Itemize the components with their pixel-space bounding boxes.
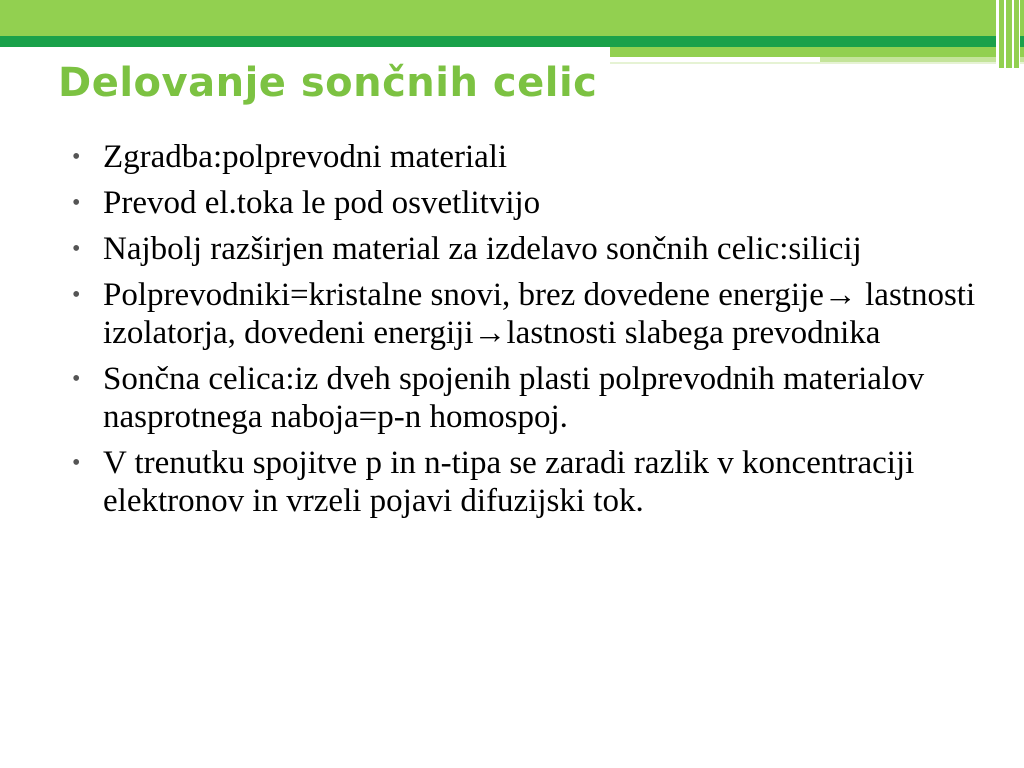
bullet-text: V trenutku spojitve p in n-tipa se zaradi razlik v koncentraciji elektronov in vrzeli pojavi difuzijski tok. xyxy=(103,445,915,519)
bullet-text: Prevod el.toka le pod osvetlitvijo xyxy=(103,185,541,221)
top-band-accent-line xyxy=(610,62,1024,64)
bullet-icon: • xyxy=(72,450,81,476)
bullet-icon: • xyxy=(72,144,81,170)
bullet-icon: • xyxy=(72,366,81,392)
bullet-icon: • xyxy=(72,190,81,216)
bullet-item xyxy=(72,444,977,520)
top-band-light xyxy=(0,0,1024,36)
top-band-dark xyxy=(0,36,1024,47)
bullet-item xyxy=(72,360,977,436)
bullet-list xyxy=(72,138,977,528)
corner-stripe xyxy=(1019,0,1020,68)
bullet-text: Sončna celica:iz dveh spojenih plasti polprevodnih materialov nasprotnega naboja=p-n homospoj. xyxy=(103,361,925,435)
bullet-text: Polprevodniki=kristalne snovi, brez dovedene energije→ lastnosti izolatorja, dovedeni energiji→lastnosti slabega prevodnika xyxy=(103,277,976,351)
bullet-item xyxy=(72,230,977,268)
bullet-item xyxy=(72,276,977,352)
bullet-item xyxy=(72,138,977,176)
bullet-icon: • xyxy=(72,236,81,262)
slide-title: Delovanje sončnih celic xyxy=(58,60,598,106)
bullet-text: Zgradba:polprevodni materiali xyxy=(103,139,508,175)
bullet-icon: • xyxy=(72,282,81,308)
top-band-accent xyxy=(610,47,1024,57)
bullet-text: Najbolj razširjen material za izdelavo sončnih celic:silicij xyxy=(103,231,862,267)
bullet-item xyxy=(72,184,977,222)
